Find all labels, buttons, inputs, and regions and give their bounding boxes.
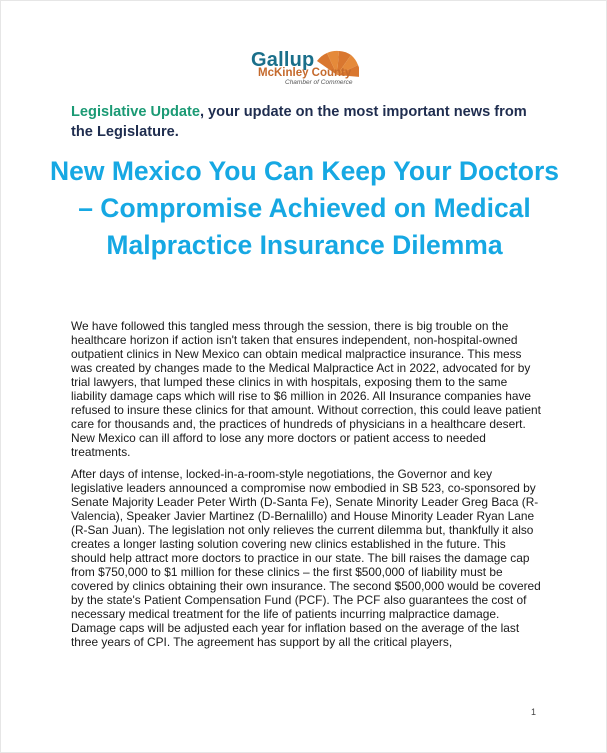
logo-tagline: Chamber of Commerce <box>285 79 353 86</box>
chamber-logo <box>249 45 359 91</box>
body-paragraph: We have followed this tangled mess through the session, there is big trouble on the healthcare horizon if action isn't taken that ensures independent, non-hospital-owned outpatient clinics in New Mexico can obtain medical malpractice insurance. This mess was created by changes made to the Medical Malpractice Act in 2022, advocated for by trial lawyers, that lumped these clinics in with hospitals, exposing them to the same liability damage caps which will rise to $6 million in 2026. All Insurance companies have refused to insure these clinics for that amount. Without correction, this could leave patient care for thousands and, the practices of hundreds of physicians in a healthcare desert. New Mexico can ill afford to lose any more doctors or patient access to needed treatments. <box>71 319 541 459</box>
body-paragraph: After days of intense, locked-in-a-room-style negotiations, the Governor and key legislative leaders announced a compromise now embodied in SB 523, co-sponsored by Senate Majority Leader Peter Wirth (D-Santa Fe), Senate Minority Leader Greg Baca (R-Valencia), Speaker Javier Martinez (D-Bernalillo) and House Minority Leader Ryan Lane (R-San Juan). The legislation not only relieves the current dilemma but, thankfully it also creates a longer lasting solution covering new clinics established in the future. This should help attract more doctors to practice in our state. The bill raises the damage cap from $750,000 to $1 million for these clinics – the first $500,000 of liability must be covered by clinics obtaining their own insurance. The second $500,000 would be covered by the state's Patient Compensation Fund (PCF). The PCF also guarantees the cost of necessary medical treatment for the life of patients incurring malpractice damage. Damage caps will be adjusted each year for inflation based on the average of the last three years of CPI. The agreement has support by all the critical players, <box>71 467 541 649</box>
logo-name: Gallup <box>251 49 315 71</box>
article-body <box>71 319 543 657</box>
intro-rest: , your update on the most important news from the Legislature. <box>71 104 527 140</box>
article-headline: New Mexico You Can Keep Your Doctors – Compromise Achieved on Medical Malpractice Insurance Dilemma <box>49 156 559 260</box>
logo-subtitle: McKinley County <box>258 67 352 79</box>
intro-line <box>71 102 551 142</box>
intro-highlight: Legislative Update <box>71 104 200 120</box>
page-number: 1 <box>531 707 537 717</box>
